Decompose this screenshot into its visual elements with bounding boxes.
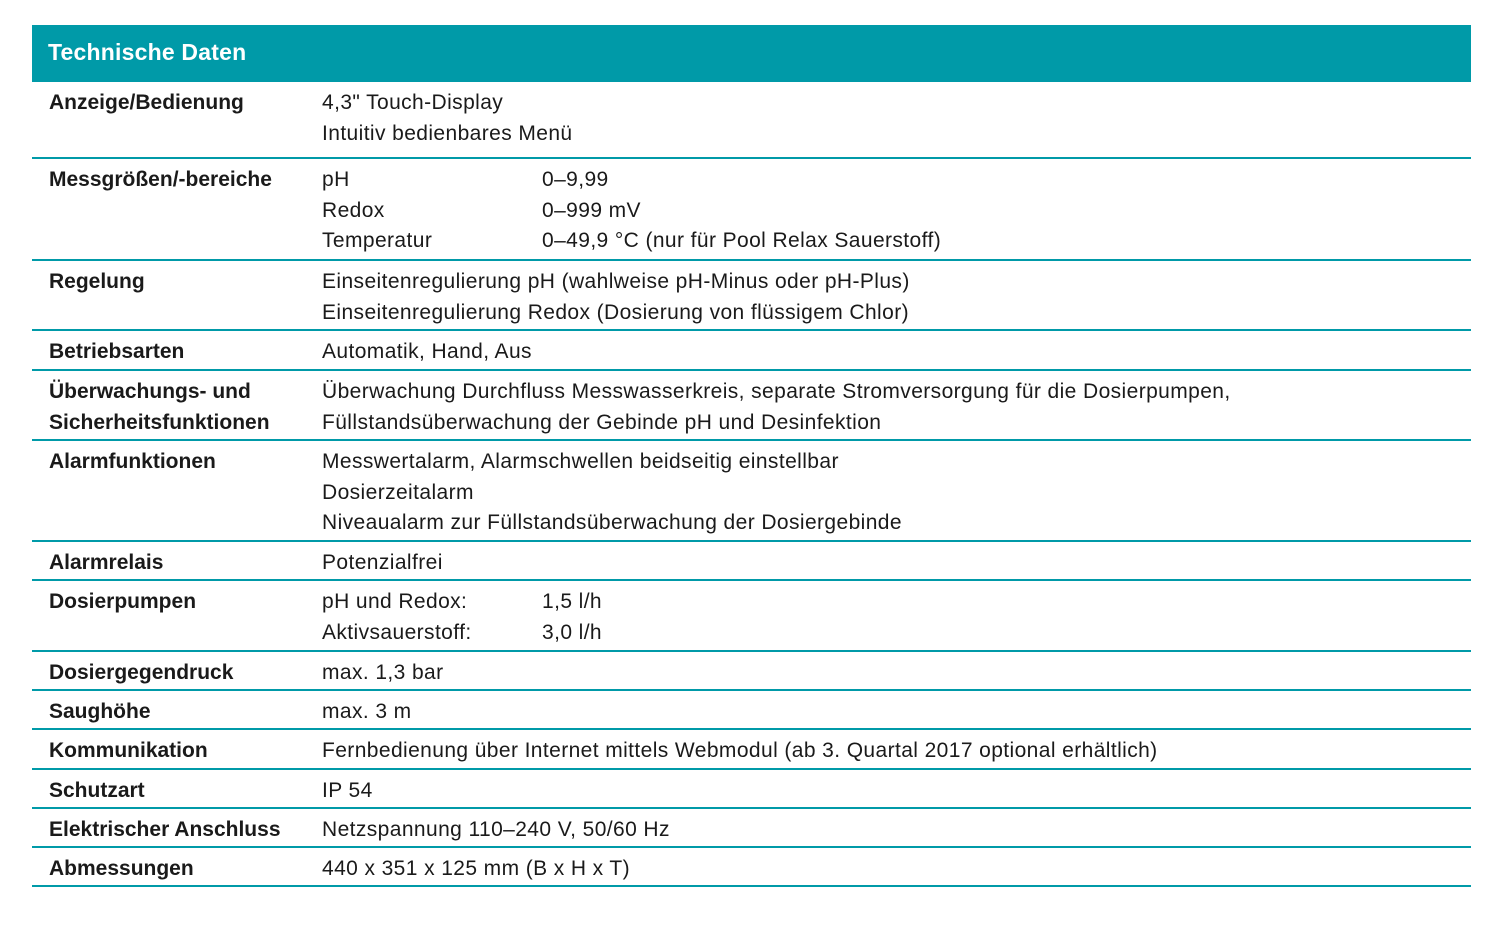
row-value	[305, 267, 910, 329]
spec-table	[32, 25, 1471, 887]
value-line: Überwachung Durchfluss Messwasserkreis, separate Stromversorgung für die Dosierpumpen,	[322, 380, 1231, 403]
row-label-line: Abmessungen	[49, 857, 194, 880]
value-line: Automatik, Hand, Aus	[322, 340, 532, 363]
table-row	[32, 159, 1471, 261]
value-line: 440 x 351 x 125 mm (B x H x T)	[322, 857, 631, 880]
row-value	[305, 776, 373, 807]
value-line: Einseitenregulierung pH (wahlweise pH-Minus oder pH-Plus)	[322, 270, 910, 293]
row-label	[32, 548, 305, 579]
row-label-line: Alarmfunktionen	[49, 450, 216, 473]
table-row	[32, 848, 1471, 887]
pair-key: pH und Redox:	[322, 590, 468, 613]
pair-value: 0–9,99	[542, 168, 609, 191]
row-label	[32, 697, 305, 728]
table-row	[32, 691, 1471, 730]
table-row	[32, 371, 1471, 441]
row-value	[305, 736, 1158, 768]
row-label-line: Kommunikation	[49, 739, 208, 762]
row-label-line: Sicherheitsfunktionen	[49, 410, 270, 434]
row-value	[305, 337, 532, 369]
value-line: Fernbedienung über Internet mittels Webmodul (ab 3. Quartal 2017 optional erhältlich)	[322, 739, 1158, 762]
row-label-line: Alarmrelais	[49, 551, 164, 574]
row-label-line: Regelung	[49, 270, 145, 293]
row-value	[305, 165, 941, 259]
table-title: Technische Daten	[48, 39, 247, 65]
value-pair	[322, 226, 941, 257]
row-label	[32, 165, 305, 259]
pair-key: Temperatur	[322, 229, 433, 252]
table-row	[32, 331, 1471, 371]
row-label	[32, 447, 305, 540]
value-line: max. 1,3 bar	[322, 661, 444, 684]
value-line: Netzspannung 110–240 V, 50/60 Hz	[322, 818, 670, 841]
value-line: Einseitenregulierung Redox (Dosierung von flüssigem Chlor)	[322, 300, 909, 324]
value-line: IP 54	[322, 779, 373, 802]
row-value	[305, 587, 602, 650]
value-line: max. 3 m	[322, 700, 412, 723]
row-label	[32, 736, 305, 768]
row-label-line: Überwachungs- und	[49, 380, 251, 403]
value-pair	[322, 165, 941, 196]
row-value	[305, 548, 443, 579]
table-row	[32, 770, 1471, 809]
row-label	[32, 377, 305, 439]
pair-value: 1,5 l/h	[542, 590, 603, 613]
row-value	[305, 658, 444, 689]
row-value	[305, 447, 902, 540]
table-row	[32, 261, 1471, 331]
row-label-line: Messgrößen/-bereiche	[49, 168, 272, 191]
row-label-line: Betriebsarten	[49, 340, 185, 363]
table-row	[32, 441, 1471, 542]
row-value	[305, 377, 1231, 439]
row-label-line: Dosierpumpen	[49, 590, 197, 613]
table-row	[32, 542, 1471, 581]
value-line: Messwertalarm, Alarmschwellen beidseitig einstellbar	[322, 450, 839, 473]
row-value	[305, 697, 412, 728]
row-label	[32, 267, 305, 329]
pair-key: pH	[322, 168, 350, 191]
row-label-line: Anzeige/Bedienung	[49, 91, 244, 114]
row-label-line: Schutzart	[49, 779, 145, 802]
pair-key: Redox	[322, 198, 385, 222]
row-label	[32, 337, 305, 369]
pair-key: Aktivsauerstoff:	[322, 620, 472, 644]
row-label	[32, 815, 305, 846]
row-label	[32, 776, 305, 807]
row-label	[32, 587, 305, 650]
row-value	[305, 854, 630, 885]
row-label	[32, 854, 305, 885]
row-label	[32, 88, 305, 157]
row-label-line: Elektrischer Anschluss	[49, 818, 281, 841]
pair-value: 3,0 l/h	[542, 620, 603, 644]
table-row	[32, 581, 1471, 652]
table-row	[32, 730, 1471, 770]
table-row	[32, 809, 1471, 848]
value-pair	[322, 587, 602, 618]
value-line: Potenzialfrei	[322, 551, 443, 574]
value-pair	[322, 196, 941, 227]
row-label-line: Dosiergegendruck	[49, 661, 234, 684]
value-line: Füllstandsüberwachung der Gebinde pH und Desinfektion	[322, 410, 882, 434]
value-pair	[322, 618, 602, 649]
table-header	[32, 25, 1471, 82]
row-value	[305, 88, 573, 157]
table-row	[32, 82, 1471, 159]
value-line: Intuitiv bedienbares Menü	[322, 121, 573, 145]
value-line: 4,3" Touch-Display	[322, 91, 504, 114]
table-row	[32, 652, 1471, 691]
value-line: Niveaualarm zur Füllstandsüberwachung der Dosiergebinde	[322, 511, 902, 534]
row-label	[32, 658, 305, 689]
pair-value: 0–49,9 °C (nur für Pool Relax Sauerstoff)	[542, 229, 942, 252]
row-label-line: Saughöhe	[49, 700, 151, 723]
pair-value: 0–999 mV	[542, 198, 641, 222]
row-value	[305, 815, 670, 846]
value-line: Dosierzeitalarm	[322, 480, 474, 504]
